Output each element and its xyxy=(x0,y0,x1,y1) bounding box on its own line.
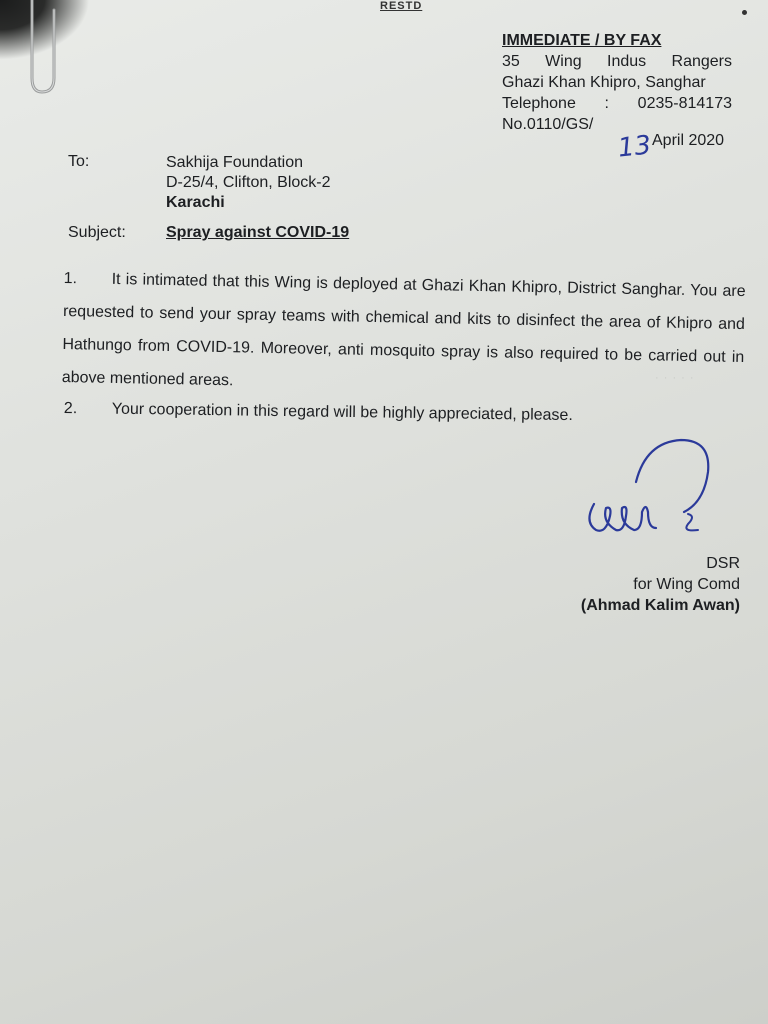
subject-text: Spray against COVID-19 xyxy=(166,224,350,241)
paragraph-text: It is intimated that this Wing is deployed at Ghazi Khan Khipro, District Sanghar. You are requested to send your spray teams with chemical and kits to disinfect the area of Khipro and Hathungo from COVID-19. Moreover, anti mosquito spray is also required to be carried out in above mentioned areas. xyxy=(61,270,746,390)
paragraph-number: 1. xyxy=(63,269,78,288)
signature-icon xyxy=(576,432,726,552)
paper-mark xyxy=(742,10,747,15)
recipient-address xyxy=(166,153,331,213)
paragraph-number: 2. xyxy=(63,399,78,418)
recipient-street: D-25/4, Clifton, Block-2 xyxy=(166,174,331,191)
paperclip-icon xyxy=(18,0,64,96)
telephone-line: Telephone : 0235-814173 xyxy=(502,95,732,112)
recipient-city: Karachi xyxy=(166,194,225,211)
reference-number: No.0110/GS/ xyxy=(502,116,594,133)
signatory-for-line: for Wing Comd xyxy=(633,576,740,593)
classification-stamp: RESTD xyxy=(380,0,423,12)
to-label: To: xyxy=(68,153,90,170)
recipient-name: Sakhija Foundation xyxy=(166,154,303,171)
date-month-year: April 2020 xyxy=(652,132,725,149)
signature-block xyxy=(530,553,740,616)
signatory-name: (Ahmad Kalim Awan) xyxy=(580,597,740,614)
handwritten-date-day: 13 xyxy=(616,130,653,164)
letterhead xyxy=(502,30,732,135)
signatory-title: DSR xyxy=(706,555,740,572)
faded-mark: · · · · · xyxy=(655,372,695,384)
paragraph-text: Your cooperation in this regard will be highly appreciated, please. xyxy=(111,400,573,425)
unit-line: 35 Wing Indus Rangers xyxy=(502,53,732,70)
location-line: Ghazi Khan Khipro, Sanghar xyxy=(502,74,706,91)
fax-label: IMMEDIATE / BY FAX xyxy=(502,32,662,49)
paragraph-1 xyxy=(61,262,745,407)
subject-label: Subject: xyxy=(68,224,126,241)
